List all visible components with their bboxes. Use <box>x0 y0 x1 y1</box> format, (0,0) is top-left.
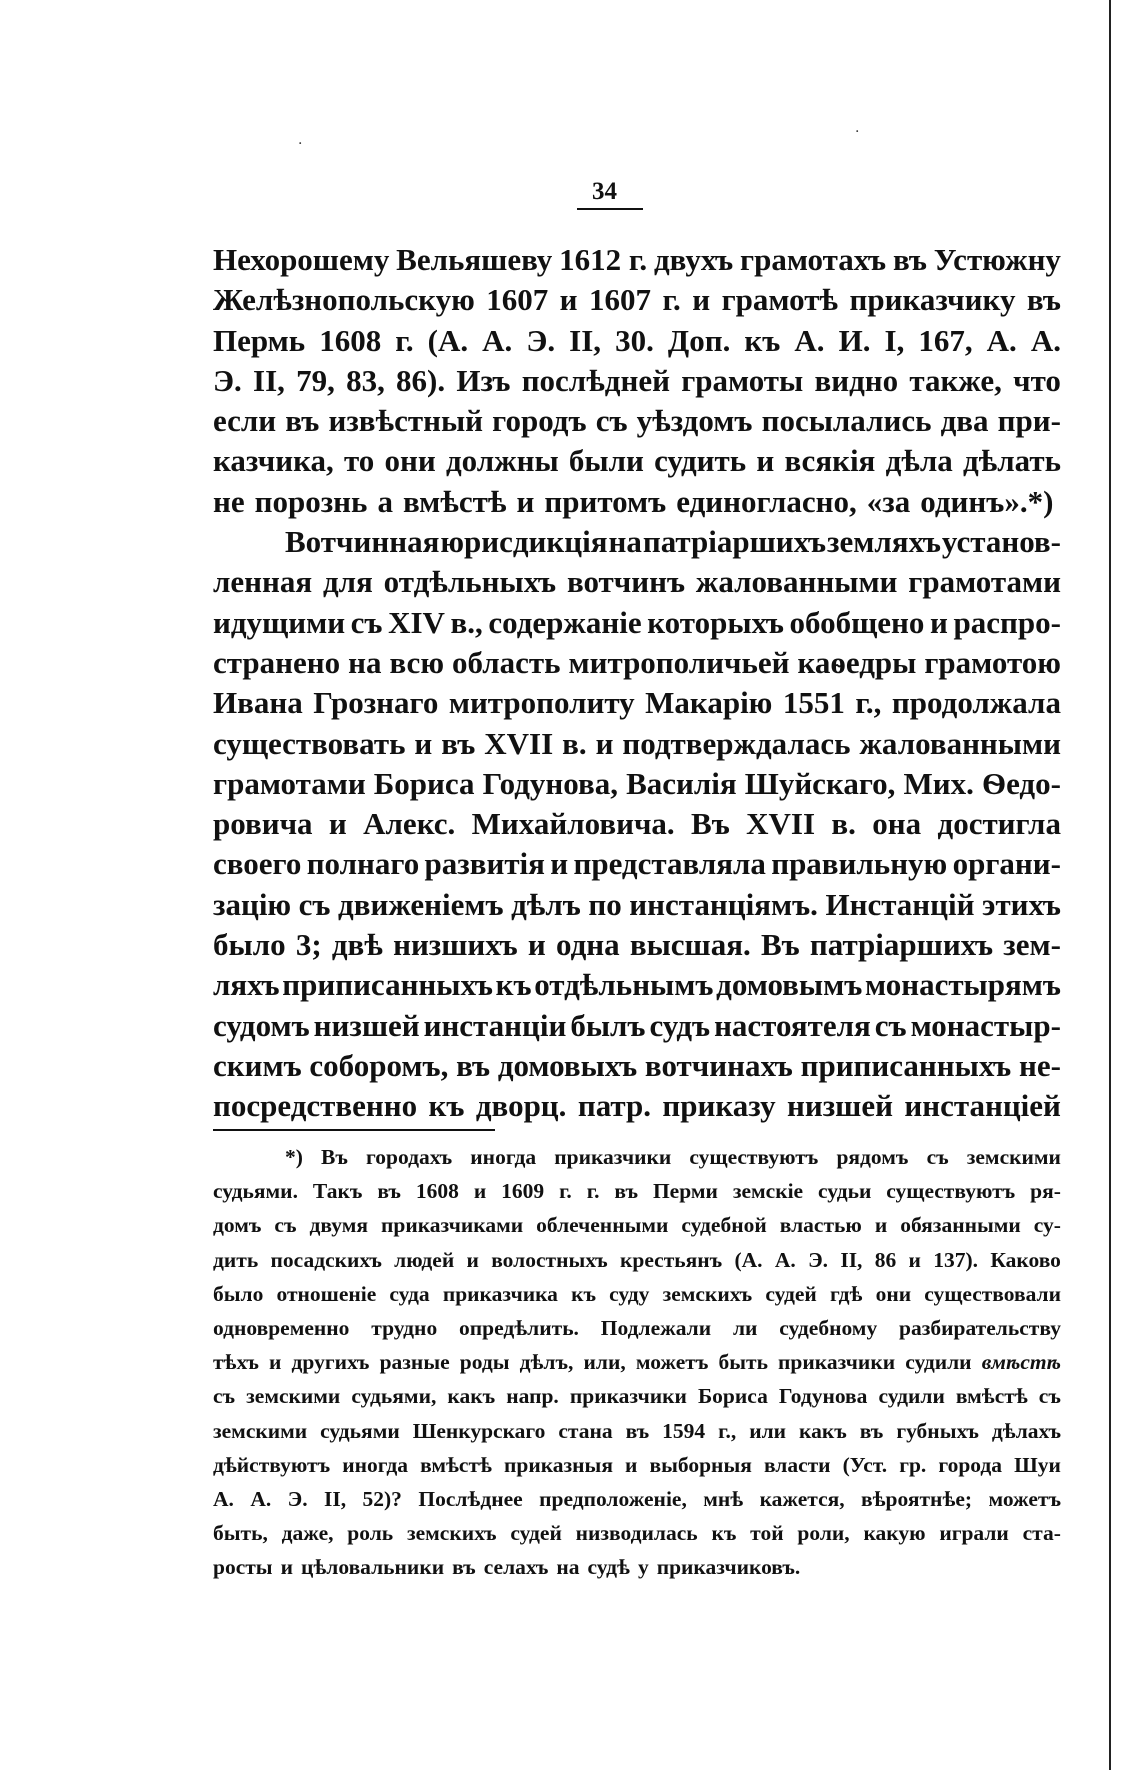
footnote-line: домъ съ двумя приказчиками облеченными судебной властью и обязанными су- <box>213 1213 1061 1238</box>
text-line: ровича и Алекс. Михайловича. Въ XVII в. она достигла <box>213 806 1061 842</box>
footnote-reference: одинъ».*) <box>920 483 1054 519</box>
page-number-underline <box>577 208 643 210</box>
text-line: грамотами Бориса Годунова, Василія Шуйскаго, Мих. Ѳедо- <box>213 765 1061 801</box>
footnote-line: судьями. Такъ въ 1608 и 1609 г. г. въ Перми земскіе судьи существуютъ ря- <box>213 1179 1061 1204</box>
text-line: Ивана Грознаго митрополиту Макарію 1551 г., продолжала <box>213 685 1061 721</box>
footnote-line: тѣхъ и другихъ разные роды дѣлъ, или, можетъ быть приказчики судили вмѣстѣ <box>213 1350 1061 1375</box>
text-line: казчика, то они должны были судить и всякія дѣла дѣлать <box>213 443 1061 479</box>
text-line: не порознь а вмѣстѣ и притомъ единогласно, «за одинъ».*) <box>213 482 1061 522</box>
footnote-line: съ земскими судьями, какъ напр. приказчики Бориса Годунова судили вмѣстѣ съ <box>213 1384 1061 1409</box>
text-line: своего полнаго развитія и представляла правильную органи- <box>213 846 1061 882</box>
text-line: скимъ соборомъ, въ домовыхъ вотчинахъ приписанныхъ не- <box>213 1047 1061 1083</box>
footnote-line: земскими судьями Шенкурскаго стана въ 1594 г., или какъ въ губныхъ дѣлахъ <box>213 1418 1061 1443</box>
paragraph-2 <box>213 522 1061 1126</box>
footnote-line: *) Въ городахъ иногда приказчики существуютъ рядомъ съ земскими <box>285 1145 1061 1169</box>
text-line: судомъ низшей инстанціи былъ судъ настоятеля съ монастыр- <box>213 1007 1061 1043</box>
main-text <box>213 240 1061 1127</box>
footnote-line: дѣйствуютъ иногда вмѣстѣ приказныя и выборныя власти (Уст. гр. города Шуи <box>213 1452 1061 1477</box>
text-line: зацію съ движеніемъ дѣлъ по инстанціямъ. Инстанцій этихъ <box>213 886 1061 922</box>
text-line: Пермь 1608 г. (А. А. Э. II, 30. Доп. къ А. И. I, 167, А. А. <box>213 322 1061 358</box>
footnote-line: А. А. Э. II, 52)? Послѣднее предположеніе, мнѣ кажется, вѣроятнѣе; можетъ <box>213 1486 1061 1511</box>
scan-speck: · <box>855 124 860 140</box>
footnote-line: одновременно трудно опредѣлить. Подлежали ли судебному разбирательству <box>213 1315 1061 1340</box>
text-line: идущими съ XIV в., содержаніе которыхъ обобщено и распро- <box>213 604 1061 640</box>
footnote-line: росты и цѣловальники въ селахъ на судѣ у приказчиковъ. <box>213 1555 801 1580</box>
text-line: Вотчинная юрисдикція на патріаршихъ земляхъ установ- <box>285 524 1061 560</box>
text-line: было 3; двѣ низшихъ и одна высшая. Въ патріаршихъ зем- <box>213 927 1061 963</box>
paragraph-1 <box>213 240 1061 522</box>
footnote-line: было отношеніе суда приказчика къ суду земскихъ судей гдѣ они существовали <box>213 1281 1061 1306</box>
page-edge-line <box>1109 0 1111 1770</box>
text-line: если въ извѣстный городъ съ уѣздомъ посылались два при- <box>213 403 1061 439</box>
text-line: Э. II, 79, 83, 86). Изъ послѣдней грамоты видно также, что <box>213 362 1061 398</box>
text-line: Нехорошему Вельяшеву 1612 г. двухъ грамотахъ въ Устюжну <box>213 242 1061 277</box>
footnote-separator <box>213 1129 495 1131</box>
page-number: 34 <box>592 178 617 205</box>
footnote-line: дить посадскихъ людей и волостныхъ крестьянъ (А. А. Э. II, 86 и 137). Каково <box>213 1247 1061 1272</box>
scan-speck: · <box>298 136 303 152</box>
text-line: странено на всю область митрополичьей каѳедры грамотою <box>213 644 1061 680</box>
text-line: ляхъ приписанныхъ къ отдѣльнымъ домовымъ монастырямъ <box>213 967 1061 1003</box>
text-line: Желѣзнопольскую 1607 и 1607 г. и грамотѣ приказчику въ <box>213 282 1061 318</box>
text-line: посредственно къ дворц. патр. приказу низшей инстанціей <box>213 1088 1061 1124</box>
text-line: существовать и въ XVII в. и подтверждалась жалованными <box>213 725 1061 761</box>
footnote <box>213 1140 1061 1584</box>
text-line: ленная для отдѣльныхъ вотчинъ жалованными грамотами <box>213 564 1061 600</box>
footnote-line: быть, даже, роль земскихъ судей низводилась къ той роли, какую играли ста- <box>213 1521 1061 1546</box>
